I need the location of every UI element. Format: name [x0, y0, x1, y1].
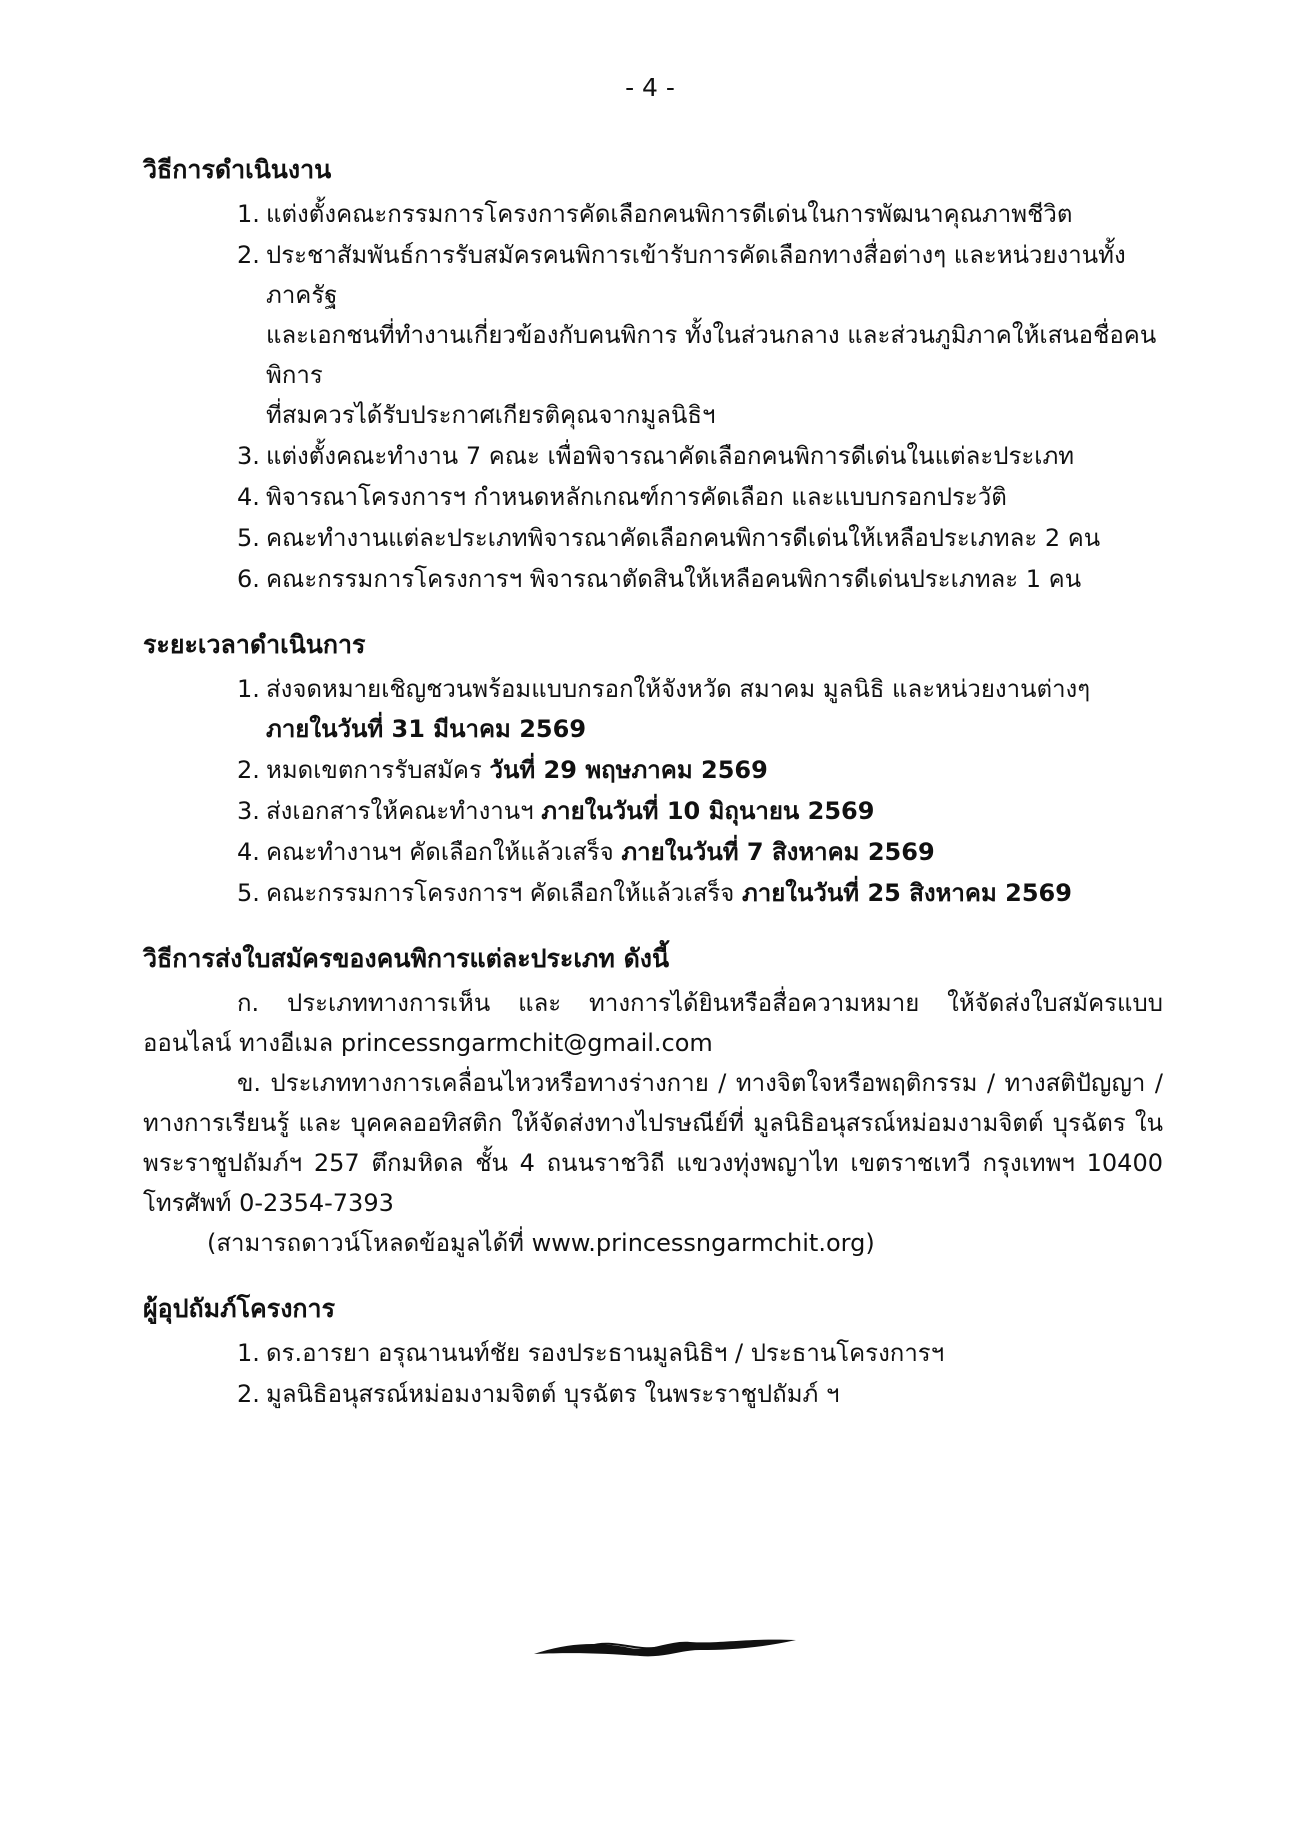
list-text: แต่งตั้งคณะทำงาน 7 คณะ เพื่อพิจารณาคัดเลือกคนพิการดีเด่นในแต่ละประเภท [266, 442, 1075, 470]
deadline-text: วันที่ 29 พฤษภาคม 2569 [489, 756, 768, 784]
list-item [143, 750, 1163, 790]
list-item [143, 832, 1163, 872]
list-text: หมดเขตการรับสมัคร [266, 756, 482, 784]
list-text: มูลนิธิอนุสรณ์หม่อมงามจิตต์ บุรฉัตร ในพระราชูปถัมภ์ ฯ [266, 1380, 840, 1408]
flourish-divider-icon [530, 1628, 800, 1668]
patron-list [143, 1333, 1163, 1414]
section-heading-submission: วิธีการส่งใบสมัครของคนพิการแต่ละประเภท ดังนี้ [143, 944, 670, 973]
section-heading-operation: วิธีการดำเนินงาน [143, 155, 332, 184]
list-item [143, 194, 1163, 234]
deadline-text: ภายในวันที่ 10 มิถุนายน 2569 [541, 797, 875, 825]
deadline-text: ภายในวันที่ 25 สิงหาคม 2569 [741, 879, 1072, 907]
timeline-list [143, 669, 1163, 913]
list-item [143, 1333, 1163, 1373]
section-heading-timeline: ระยะเวลาดำเนินการ [143, 630, 366, 659]
list-text: แต่งตั้งคณะกรรมการโครงการคัดเลือกคนพิการดีเด่นในการพัฒนาคุณภาพชีวิต [266, 200, 1073, 228]
list-item [143, 518, 1163, 558]
list-text: คณะกรรมการโครงการฯ คัดเลือกให้แล้วเสร็จ [266, 879, 735, 907]
section-timeline [143, 625, 1163, 913]
section-operation [143, 150, 1163, 599]
list-text: คณะทำงานแต่ละประเภทพิจารณาคัดเลือกคนพิการดีเด่นให้เหลือประเภทละ 2 คน [266, 524, 1101, 552]
list-number: 3. [237, 797, 260, 825]
list-number: 4. [237, 483, 260, 511]
list-item [143, 873, 1163, 913]
document-body [143, 150, 1163, 1440]
list-number: 2. [237, 756, 260, 784]
list-item [143, 669, 1163, 749]
list-number: 4. [237, 838, 260, 866]
list-number: 1. [237, 200, 260, 228]
list-text: คณะทำงานฯ คัดเลือกให้แล้วเสร็จ [266, 838, 614, 866]
list-number: 2. [237, 241, 260, 269]
list-item [143, 436, 1163, 476]
list-item [143, 559, 1163, 599]
submission-paragraph-b: ข. ประเภททางการเคลื่อนไหวหรือทางร่างกาย / ทางจิตใจหรือพฤติกรรม / ทางสติปัญญา / ทางการเรียนรู้ และ บุคคลออทิสติก ให้จัดส่งทางไปรษณีย์ที่ มูลนิธิอนุสรณ์หม่อมงามจิตต์ บุรฉัตร ในพระราชูปถัมภ์ฯ 257 ตึกมหิดล ชั้น 4 ถนนราชวิถี แขวงทุ่งพญาไท เขตราชเทวี กรุงเทพฯ 10400 โทรศัพท์ 0-2354-7393 [143, 1069, 1163, 1217]
list-text: ประชาสัมพันธ์การรับสมัครคนพิการเข้ารับการคัดเลือกทางสื่อต่างๆ และหน่วยงานทั้งภาครัฐ [266, 241, 1126, 309]
list-text: ดร.อารยา อรุณานนท์ชัย รองประธานมูลนิธิฯ / ประธานโครงการฯ [266, 1339, 945, 1367]
list-number: 3. [237, 442, 260, 470]
list-item [143, 235, 1163, 435]
list-number: 2. [237, 1380, 260, 1408]
deadline-text: ภายในวันที่ 31 มีนาคม 2569 [266, 715, 587, 743]
list-number: 5. [237, 524, 260, 552]
download-note: (สามารถดาวน์โหลดข้อมูลได้ที่ www.princessngarmchit.org) [207, 1229, 875, 1257]
list-text: ส่งเอกสารให้คณะทำงานฯ [266, 797, 534, 825]
list-item [143, 791, 1163, 831]
list-number: 5. [237, 879, 260, 907]
section-submission [143, 939, 1163, 1263]
deadline-text: ภายในวันที่ 7 สิงหาคม 2569 [621, 838, 935, 866]
list-text: คณะกรรมการโครงการฯ พิจารณาตัดสินให้เหลือคนพิการดีเด่นประเภทละ 1 คน [266, 565, 1082, 593]
list-number: 1. [237, 1339, 260, 1367]
list-text: และเอกชนที่ทำงานเกี่ยวข้องกับคนพิการ ทั้งในส่วนกลาง และส่วนภูมิภาคให้เสนอชื่อคนพิการ [266, 321, 1157, 389]
list-number: 6. [237, 565, 260, 593]
submission-paragraph-a: ก. ประเภททางการเห็น และ ทางการได้ยินหรือสื่อความหมาย ให้จัดส่งใบสมัครแบบออนไลน์ ทางอีเมล princessngarmchit@gmail.com [143, 989, 1163, 1057]
list-text: ส่งจดหมายเชิญชวนพร้อมแบบกรอกให้จังหวัด สมาคม มูลนิธิ และหน่วยงานต่างๆ [266, 675, 1091, 703]
section-patron [143, 1289, 1163, 1414]
operation-list [143, 194, 1163, 599]
list-text: พิจารณาโครงการฯ กำหนดหลักเกณฑ์การคัดเลือก และแบบกรอกประวัติ [266, 483, 1007, 511]
list-text: ที่สมควรได้รับประกาศเกียรติคุณจากมูลนิธิฯ [266, 401, 716, 429]
page-number: - 4 - [625, 73, 675, 102]
list-item [143, 1374, 1163, 1414]
list-number: 1. [237, 675, 260, 703]
list-item [143, 477, 1163, 517]
section-heading-patron: ผู้อุปถัมภ์โครงการ [143, 1294, 336, 1323]
